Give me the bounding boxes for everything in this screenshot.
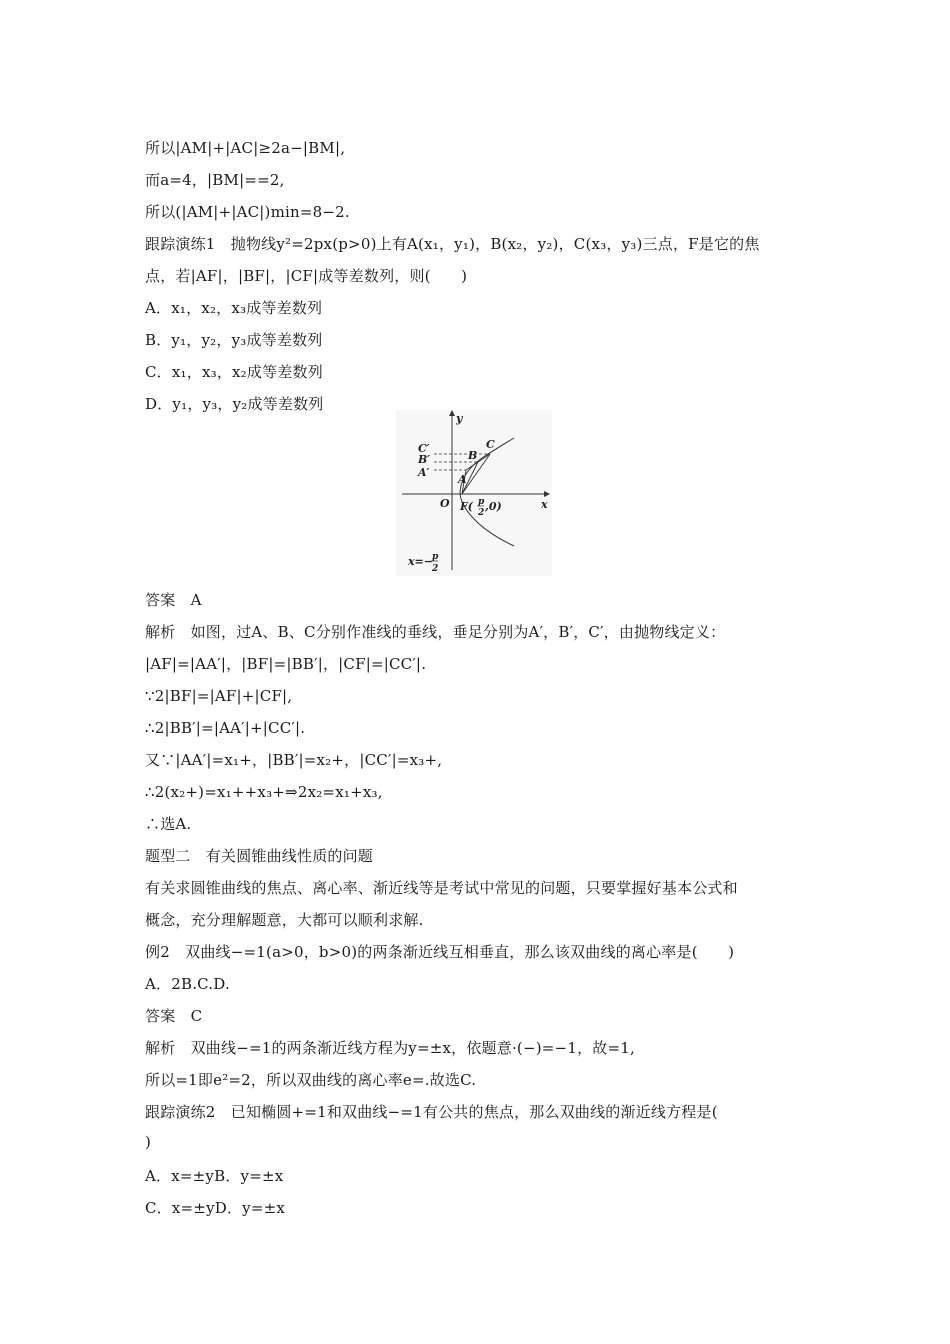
intro-line: 有关求圆锥曲线的焦点、离心率、渐近线等是考试中常见的问题，只要掌握好基本公式和	[145, 879, 738, 897]
option-d: D．y₁，y₃，y₂成等差数列	[145, 395, 324, 413]
answer-line: 答案 C	[145, 1007, 203, 1025]
practice-options: C．x=±yD．y=±x	[145, 1199, 286, 1217]
point-c-label: C	[486, 438, 495, 451]
y-label: y	[456, 412, 463, 425]
c-prime-label: C′	[418, 442, 430, 455]
point-b-label: B	[468, 449, 478, 462]
option-a: A．x₁，x₂，x₃成等差数列	[145, 299, 323, 317]
analysis-line: ∴2|BB′|=|AA′|+|CC′|.	[145, 719, 306, 737]
directrix-p: p	[432, 552, 439, 562]
focus-2: 2	[478, 508, 485, 518]
text-line: 而a=4，|BM|==2,	[145, 171, 285, 189]
analysis-line: ∴2(x₂+)=x₁++x₃+⇒2x₂=x₁+x₃,	[145, 783, 383, 801]
a-prime-label: A′	[418, 466, 430, 479]
parabola-diagram	[396, 410, 552, 576]
analysis-line: 解析 如图，过A、B、C分别作准线的垂线，垂足分别为A′，B′，C′，由抛物线定义：	[145, 623, 726, 641]
analysis-line: 又∵|AA′|=x₁+，|BB′|=x₂+，|CC′|=x₃+,	[145, 751, 443, 769]
analysis-line: 所以=1即e²=2，所以双曲线的离心率e=.故选C.	[145, 1071, 477, 1089]
practice-line: 跟踪演练2 已知椭圆+=1和双曲线−=1有公共的焦点，那么双曲线的渐近线方程是(	[145, 1103, 718, 1121]
option-b: B．y₁，y₂，y₃成等差数列	[145, 331, 323, 349]
analysis-line: ∵2|BF|=|AF|+|CF|,	[145, 687, 293, 705]
analysis-line: ∴选A.	[145, 815, 192, 833]
example-options: A．2B.C.D.	[145, 975, 230, 993]
b-prime-label: B′	[418, 453, 431, 466]
text-line: 所以(|AM|+|AC|)min=8−2.	[145, 203, 350, 221]
analysis-line: 解析 双曲线−=1的两条渐近线方程为y=±x，依题意·(−)=−1，故=1,	[145, 1039, 635, 1057]
section-heading: 题型二 有关圆锥曲线性质的问题	[145, 847, 374, 865]
directrix-2: 2	[432, 564, 439, 574]
x-label: x	[541, 498, 548, 511]
practice-line: )	[145, 1133, 152, 1151]
focus-tail: ,0)	[485, 500, 502, 513]
example-line: 例2 双曲线−=1(a>0，b>0)的两条渐近线互相垂直，那么该双曲线的离心率是( )	[145, 943, 735, 961]
point-a-label: A	[458, 473, 467, 486]
text-line: 所以|AM|+|AC|≥2a−|BM|,	[145, 139, 346, 157]
problem-line: 点，若|AF|，|BF|，|CF|成等差数列，则( )	[145, 267, 468, 285]
origin-label: O	[440, 497, 450, 510]
analysis-line: |AF|=|AA′|，|BF|=|BB′|，|CF|=|CC′|.	[145, 655, 427, 673]
focus-p: p	[478, 497, 485, 507]
intro-line: 概念，充分理解题意，大都可以顺利求解.	[145, 911, 424, 929]
problem-line: 跟踪演练1 抛物线y²=2px(p>0)上有A(x₁，y₁)，B(x₂，y₂)，C(x₃，y₃)三点，F是它的焦	[145, 235, 760, 253]
directrix-label: x=−	[408, 555, 433, 568]
answer-line: 答案 A	[145, 591, 202, 609]
parabola-figure	[396, 410, 552, 576]
practice-options: A．x=±yB．y=±x	[145, 1167, 284, 1185]
focus-label: F(	[460, 500, 474, 513]
option-c: C．x₁，x₃，x₂成等差数列	[145, 363, 323, 381]
